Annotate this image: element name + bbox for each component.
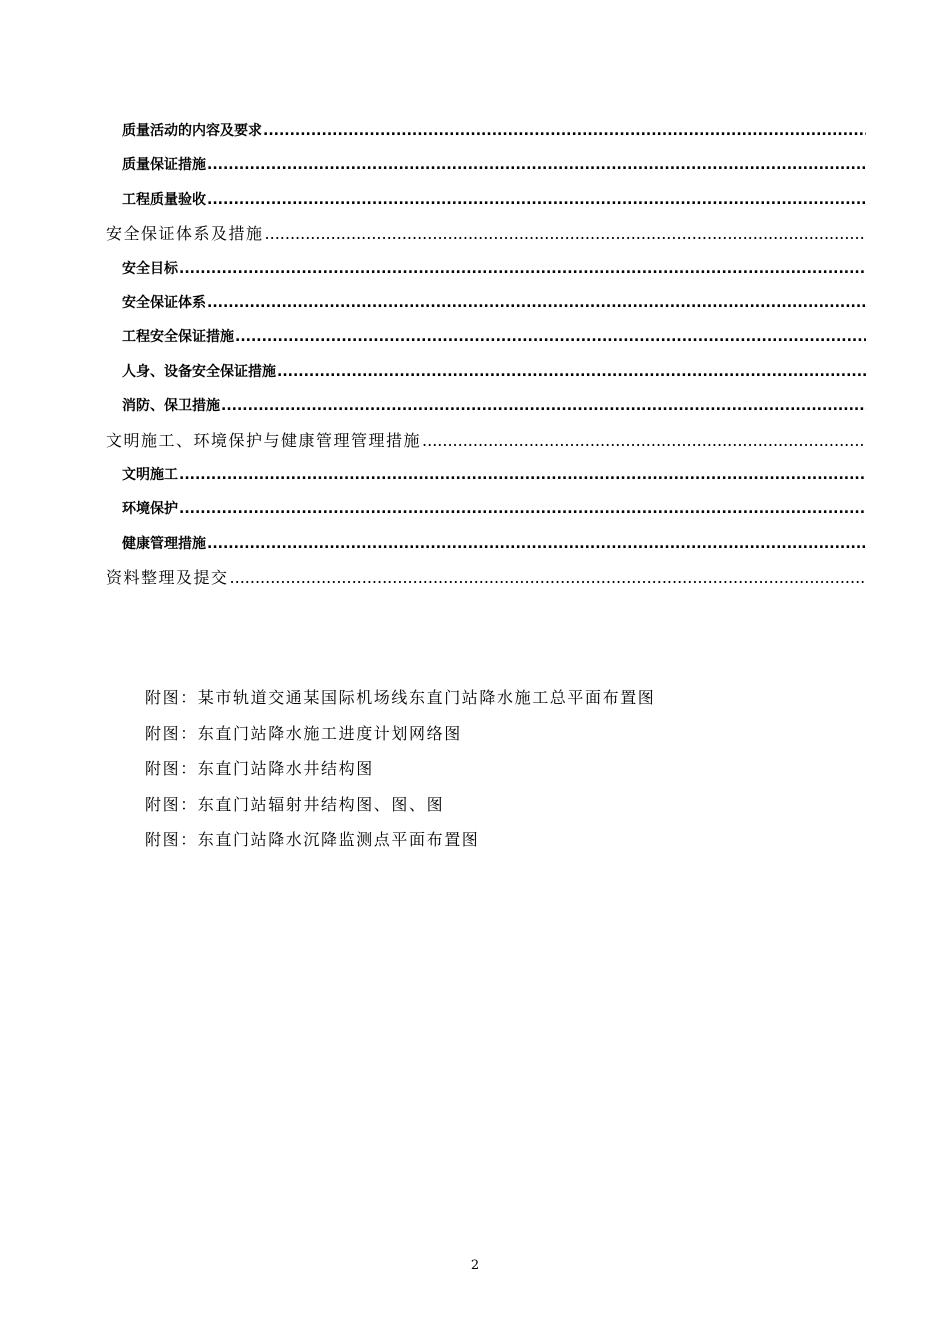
appendix-item: 附图：某市轨道交通某国际机场线东直门站降水施工总平面布置图	[145, 688, 656, 707]
toc-entry-label: 安全保证体系	[122, 294, 206, 311]
toc-entry-label: 环境保护	[122, 501, 178, 518]
toc-dot-leader	[179, 492, 866, 526]
toc-dot-leader	[422, 424, 866, 458]
toc-section-entry[interactable]	[106, 424, 866, 458]
toc-dot-leader	[179, 252, 866, 286]
toc-entry-label: 健康管理措施	[122, 535, 206, 552]
appendix-item: 附图：东直门站辐射井结构图、图、图	[145, 794, 445, 814]
toc-entry[interactable]	[106, 252, 866, 286]
toc-dot-leader	[235, 320, 866, 354]
toc-dot-leader	[207, 183, 866, 217]
appendix-item: 附图：东直门站降水井结构图	[145, 759, 374, 779]
toc-entry[interactable]	[106, 114, 866, 148]
toc-section-label: 安全保证体系及措施	[106, 224, 264, 244]
toc-dot-leader	[207, 527, 866, 561]
toc-entry[interactable]	[106, 458, 866, 492]
toc-entry[interactable]	[106, 183, 866, 217]
toc-entry-label: 工程质量验收	[122, 191, 206, 208]
toc-entry[interactable]	[106, 355, 866, 389]
toc-entry[interactable]	[106, 286, 866, 320]
toc-entry-label: 人身、设备安全保证措施	[122, 363, 276, 380]
toc-dot-leader	[265, 217, 866, 251]
toc-entry-label: 安全目标	[122, 260, 178, 277]
toc-dot-leader	[179, 458, 866, 492]
toc-dot-leader	[263, 114, 866, 148]
toc-section-label: 资料整理及提交	[106, 568, 229, 588]
appendix-item: 附图：东直门站降水施工进度计划网络图	[145, 723, 462, 743]
toc-dot-leader	[230, 561, 866, 595]
toc-section-label: 文明施工、环境保护与健康管理管理措施	[106, 430, 422, 450]
toc-entry-label: 工程安全保证措施	[122, 329, 234, 346]
toc-dot-leader	[221, 389, 866, 423]
toc-entry[interactable]	[106, 389, 866, 423]
toc-dot-leader	[207, 286, 866, 320]
toc-entry-label: 质量活动的内容及要求	[122, 122, 262, 139]
toc-entry-label: 消防、保卫措施	[122, 398, 220, 415]
toc-entry[interactable]	[106, 527, 866, 561]
page-number: 2	[470, 1258, 480, 1273]
appendix-item: 附图：东直门站降水沉降监测点平面布置图	[145, 830, 480, 850]
toc-entry[interactable]	[106, 148, 866, 182]
appendix-list	[145, 680, 655, 858]
table-of-contents	[106, 114, 866, 595]
toc-section-entry[interactable]	[106, 561, 866, 595]
toc-entry-label: 文明施工	[122, 466, 178, 483]
toc-entry-label: 质量保证措施	[122, 157, 206, 174]
toc-entry[interactable]	[106, 492, 866, 526]
toc-dot-leader	[207, 148, 866, 182]
toc-dot-leader	[277, 355, 866, 389]
toc-section-entry[interactable]	[106, 217, 866, 251]
toc-entry[interactable]	[106, 320, 866, 354]
